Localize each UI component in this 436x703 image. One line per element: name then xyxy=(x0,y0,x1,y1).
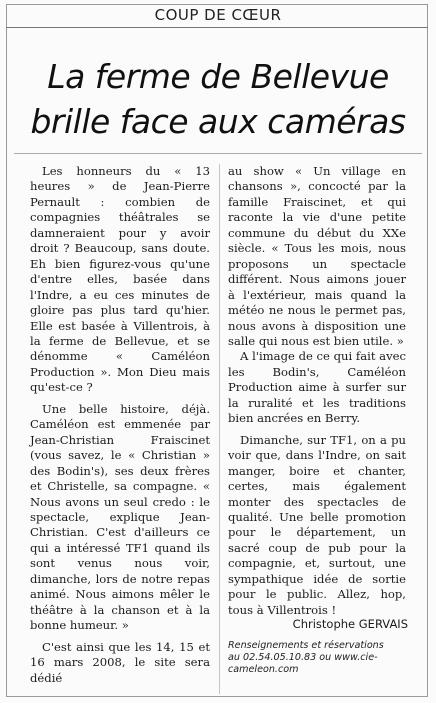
headline-line-1: La ferme de Bellevue xyxy=(47,57,389,96)
info-box xyxy=(228,640,408,676)
paragraph: C'est ainsi que les 14, 15 et 16 mars 2008, le site sera dédié xyxy=(30,639,210,685)
article-headline xyxy=(10,54,426,144)
info-label: Renseignements et réservations xyxy=(228,640,384,651)
article-column-left xyxy=(30,164,210,686)
paragraph: au show « Un village en chansons », concocté par la famille Fraiscinet, et qui raconte la vie d'une petite commune du début du XXe siècle. « Tous les mois, nous proposons un spectacle différent. Nous aimons jouer à l'extérieur, mais quand la météo ne nous le permet pas, nous avons à disposition une salle qui nous est bien utile. » xyxy=(228,164,406,348)
headline-divider xyxy=(14,153,422,154)
info-details: au 02.54.05.10.83 ou www.cie-cameleon.com xyxy=(228,652,378,675)
paragraph: Les honneurs du « 13 heures » de Jean-Pierre Pernault : combien de compagnies théâtrales se damneraient pour y avoir droit ? Beaucoup, sans doute. Eh bien figurez-vous qu'une d'entre elles, basée dans l'Indre, a eu ces minutes de gloire pas plus tard qu'hier. Elle est basée à Villentrois, à la ferme de Bellevue, et se dénomme « Caméléon Production ». Mon Dieu mais qu'est-ce ? xyxy=(30,164,210,395)
headline-line-2: brille face aux caméras xyxy=(30,102,406,141)
author-signature: Christophe GERVAIS xyxy=(292,617,408,631)
rubric-divider xyxy=(6,27,428,28)
article-column-right xyxy=(228,164,406,618)
column-divider xyxy=(219,164,220,694)
paragraph: Dimanche, sur TF1, on a pu voir que, dans l'Indre, on sait manger, boire et chanter, certes, mais également monter des spectacles de qualité. Une belle promotion pour le département, un sacré coup de pub pour la compagnie, et, surtout, une sympathique idée de sortie pour le public. Allez, hop, tous à Villentrois ! xyxy=(228,432,406,617)
paragraph: A l'image de ce qui fait avec les Bodin's, Caméléon Production aime à surfer sur la ruralité et les traditions bien ancrées en Berry. xyxy=(228,349,406,426)
paragraph: Une belle histoire, déjà. Caméléon est emmenée par Jean-Christian Fraiscinet (vous savez, le « Christian » des Bodin's), ses deux frères et Christelle, sa compagne. « Nous avons un seul credo : le spectacle, explique Jean-Christian. C'est d'ailleurs ce qui a intéressé TF1 quand ils sont venus nous voir, dimanche, lors de notre repas animé. Nous aimons mêler le théâtre à la chanson et à la bonne humeur. » xyxy=(30,401,210,633)
section-rubric: COUP DE CŒUR xyxy=(154,6,282,24)
